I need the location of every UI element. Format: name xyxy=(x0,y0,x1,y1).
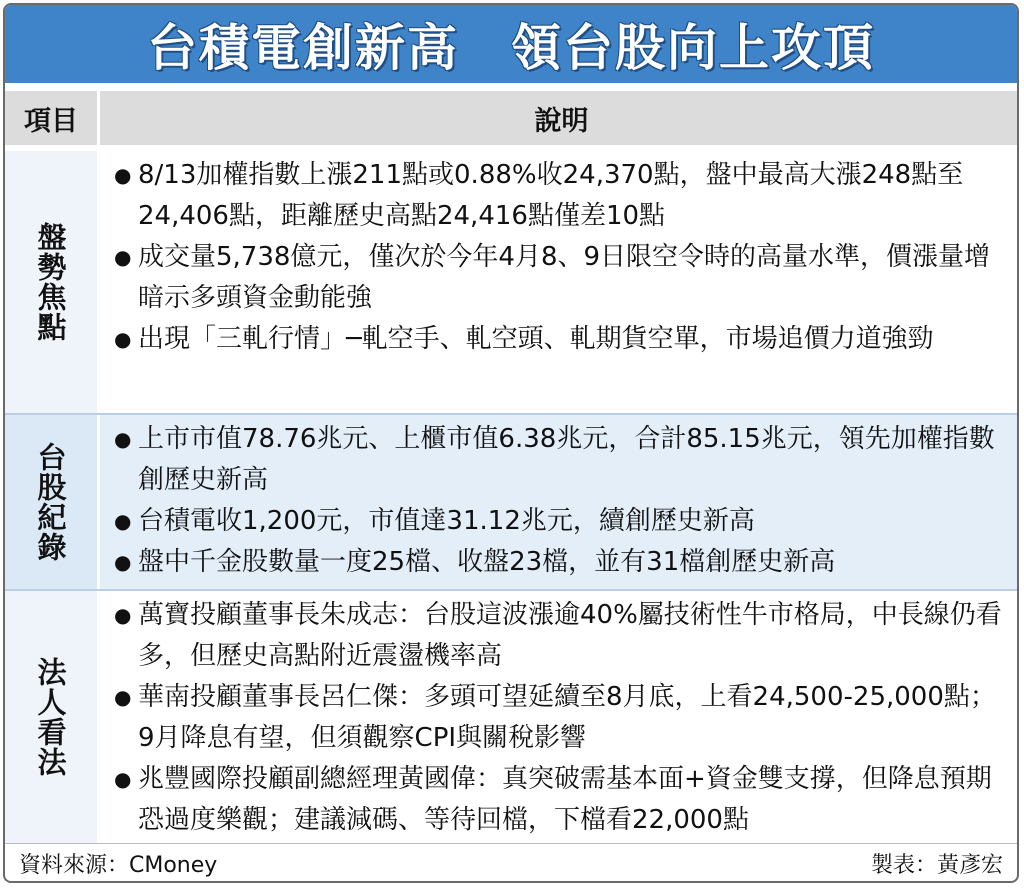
bullet-list xyxy=(114,591,1009,841)
bullet-icon: ● xyxy=(114,603,132,627)
page-title: 台積電創新高 領台股向上攻頂 xyxy=(147,19,875,77)
section-label-cell xyxy=(5,151,100,413)
source-note: 資料來源：CMoney xyxy=(19,853,218,878)
bullet-icon: ● xyxy=(114,509,132,533)
section-label: 法人看法 xyxy=(33,657,68,777)
section-label-cell xyxy=(5,415,100,589)
list-item: ● 台積電收1,200元，市值達31.12兆元，續創歷史新高 xyxy=(114,501,1009,542)
footer xyxy=(5,843,1017,883)
list-item: ● 華南投顧董事長呂仁傑：多頭可望延續至8月底，上看24,500-25,000點；9月降息有望，但須觀察CPI與關稅影響 xyxy=(114,677,1009,759)
bullet-icon: ● xyxy=(114,327,132,351)
bullet-icon: ● xyxy=(114,550,132,574)
bullet-icon: ● xyxy=(114,427,132,451)
infographic-card xyxy=(3,3,1019,883)
section-taiex-records xyxy=(5,413,1017,591)
list-item: ● 8/13加權指數上漲211點或0.88%收24,370點，盤中最高大漲248點至24,406點，距離歷史高點24,416點僅差10點 xyxy=(114,155,1009,237)
list-item: ● 上市市值78.76兆元、上櫃市值6.38兆元，合計85.15兆元，領先加權指數創歷史新高 xyxy=(114,419,1009,501)
header-description: 說明 xyxy=(534,105,589,137)
section-label: 台股紀錄 xyxy=(33,442,68,562)
header-item: 項目 xyxy=(5,91,100,145)
section-label-cell xyxy=(5,591,100,843)
bullet-icon: ● xyxy=(114,245,132,269)
bullet-icon: ● xyxy=(114,163,132,187)
list-item: ● 成交量5,738億元，僅次於今年4月8、9日限空令時的高量水準，價漲量增暗示多頭資金動能強 xyxy=(114,237,1009,319)
list-item: ● 出現「三軋行情」─軋空手、軋空頭、軋期貨空單，市場追價力道強勁 xyxy=(114,319,1009,360)
section-institutional-views xyxy=(5,591,1017,843)
section-label: 盤勢焦點 xyxy=(33,222,68,342)
bullet-list xyxy=(114,151,1009,360)
list-item: ● 盤中千金股數量一度25檔、收盤23檔，並有31檔創歷史新高 xyxy=(114,542,1009,583)
section-market-focus xyxy=(5,151,1017,413)
list-item: ● 兆豐國際投顧副總經理黃國偉：真突破需基本面+資金雙支撐，但降息預期恐過度樂觀；建議減碼、等待回檔，下檔看22,000點 xyxy=(114,759,1009,841)
title-banner xyxy=(5,5,1017,83)
bullet-icon: ● xyxy=(114,767,132,791)
list-item: ● 萬寶投顧董事長朱成志：台股這波漲逾40%屬技術性牛市格局，中長線仍看多，但歷史高點附近震盪機率高 xyxy=(114,595,1009,677)
bullet-icon: ● xyxy=(114,685,132,709)
table-header-row xyxy=(5,91,1017,147)
author-credit: 製表：黃彥宏 xyxy=(870,853,1003,878)
bullet-list xyxy=(114,415,1009,583)
